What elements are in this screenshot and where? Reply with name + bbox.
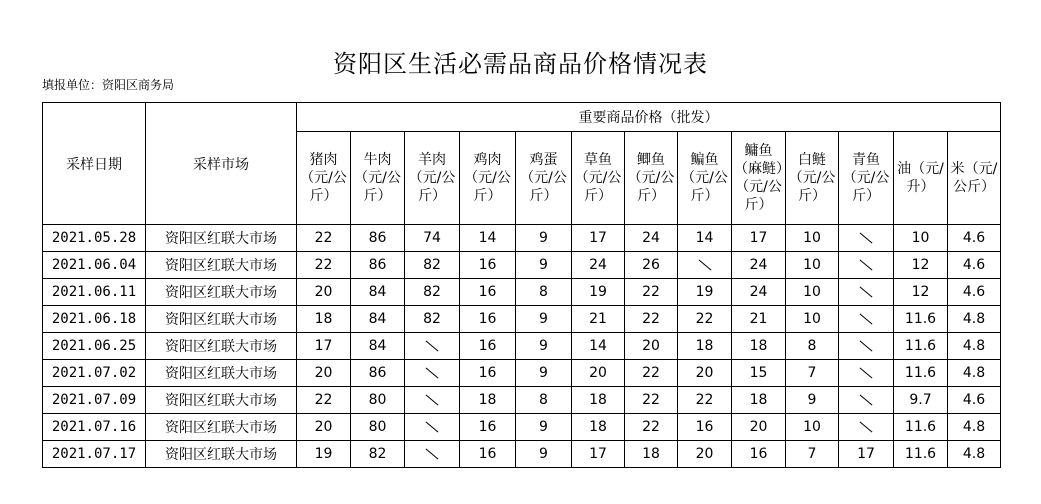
price-cell: 8 — [786, 333, 839, 360]
date-cell: 2021.07.02 — [43, 360, 146, 387]
price-cell: 8 — [516, 279, 572, 306]
price-cell: 12 — [894, 279, 948, 306]
price-cell: 4.6 — [948, 387, 1001, 414]
price-cell: 12 — [894, 252, 948, 279]
price-cell: 20 — [678, 441, 732, 468]
price-cell: 4.8 — [948, 414, 1001, 441]
price-cell: 16 — [732, 441, 786, 468]
price-cell: 84 — [351, 333, 405, 360]
no-data-cell — [839, 279, 894, 306]
price-cell: 82 — [351, 441, 405, 468]
no-data-cell — [839, 360, 894, 387]
price-cell: 14 — [572, 333, 625, 360]
date-cell: 2021.05.28 — [43, 225, 146, 252]
price-cell: 4.6 — [948, 279, 1001, 306]
table-row — [43, 441, 1001, 468]
price-cell: 18 — [572, 414, 625, 441]
price-cell: 18 — [297, 306, 351, 333]
price-cell: 16 — [460, 306, 516, 333]
date-cell: 2021.07.09 — [43, 387, 146, 414]
item-column-header: 鳊鱼（元/公斤） — [678, 132, 732, 225]
price-cell: 18 — [732, 333, 786, 360]
price-cell: 10 — [786, 414, 839, 441]
price-cell: 20 — [572, 360, 625, 387]
price-cell: 9 — [516, 360, 572, 387]
price-cell: 9 — [516, 225, 572, 252]
price-cell: 80 — [351, 414, 405, 441]
price-cell: 18 — [572, 387, 625, 414]
price-cell: 9 — [786, 387, 839, 414]
market-cell: 资阳区红联大市场 — [146, 279, 297, 306]
price-cell: 20 — [732, 414, 786, 441]
price-cell: 7 — [786, 441, 839, 468]
price-cell: 10 — [786, 225, 839, 252]
price-cell: 22 — [625, 306, 678, 333]
price-cell: 22 — [625, 387, 678, 414]
no-data-cell — [839, 225, 894, 252]
price-cell: 24 — [625, 225, 678, 252]
price-cell: 22 — [297, 387, 351, 414]
price-cell: 11.6 — [894, 333, 948, 360]
market-cell: 资阳区红联大市场 — [146, 387, 297, 414]
price-cell: 74 — [405, 225, 460, 252]
no-data-cell — [405, 387, 460, 414]
price-cell: 17 — [839, 441, 894, 468]
table-row — [43, 387, 1001, 414]
price-cell: 82 — [405, 306, 460, 333]
date-cell: 2021.06.04 — [43, 252, 146, 279]
market-column-header: 采样市场 — [146, 103, 297, 225]
price-cell: 16 — [460, 279, 516, 306]
price-cell: 4.6 — [948, 225, 1001, 252]
no-data-cell — [839, 252, 894, 279]
price-cell: 18 — [460, 387, 516, 414]
price-cell: 17 — [297, 333, 351, 360]
item-column-header: 鸡蛋（元/公斤） — [516, 132, 572, 225]
price-cell: 21 — [732, 306, 786, 333]
price-cell: 84 — [351, 306, 405, 333]
price-cell: 4.8 — [948, 441, 1001, 468]
price-cell: 16 — [460, 441, 516, 468]
price-cell: 16 — [678, 414, 732, 441]
date-cell: 2021.07.16 — [43, 414, 146, 441]
price-cell: 22 — [297, 252, 351, 279]
table-row — [43, 414, 1001, 441]
item-column-header: 鳙鱼（麻鲢）（元/公斤） — [732, 132, 786, 225]
price-cell: 22 — [625, 360, 678, 387]
price-cell: 4.8 — [948, 360, 1001, 387]
date-column-header: 采样日期 — [43, 103, 146, 225]
price-cell: 16 — [460, 360, 516, 387]
price-cell: 26 — [625, 252, 678, 279]
price-cell: 86 — [351, 225, 405, 252]
price-cell: 22 — [625, 414, 678, 441]
item-column-header: 油（元/升） — [894, 132, 948, 225]
item-column-header: 鲫鱼（元/公斤） — [625, 132, 678, 225]
price-cell: 11.6 — [894, 306, 948, 333]
table-row — [43, 333, 1001, 360]
price-cell: 9 — [516, 441, 572, 468]
table-body — [43, 225, 1001, 468]
price-cell: 22 — [625, 279, 678, 306]
price-cell: 22 — [678, 306, 732, 333]
price-cell: 14 — [460, 225, 516, 252]
price-cell: 18 — [625, 441, 678, 468]
price-cell: 9.7 — [894, 387, 948, 414]
price-cell: 80 — [351, 387, 405, 414]
date-cell: 2021.07.17 — [43, 441, 146, 468]
price-cell: 24 — [732, 279, 786, 306]
price-cell: 10 — [786, 279, 839, 306]
price-cell: 22 — [297, 225, 351, 252]
price-cell: 19 — [297, 441, 351, 468]
item-column-header: 猪肉（元/公斤） — [297, 132, 351, 225]
market-cell: 资阳区红联大市场 — [146, 441, 297, 468]
price-cell: 7 — [786, 360, 839, 387]
item-column-header: 羊肉（元/公斤） — [405, 132, 460, 225]
date-cell: 2021.06.11 — [43, 279, 146, 306]
market-cell: 资阳区红联大市场 — [146, 306, 297, 333]
price-cell: 24 — [732, 252, 786, 279]
price-cell: 82 — [405, 279, 460, 306]
price-cell: 4.8 — [948, 333, 1001, 360]
price-cell: 9 — [516, 333, 572, 360]
item-column-header: 米（元/公斤） — [948, 132, 1001, 225]
item-column-header: 草鱼（元/公斤） — [572, 132, 625, 225]
table-row — [43, 225, 1001, 252]
price-group-header: 重要商品价格（批发） — [297, 103, 1001, 132]
price-cell: 11.6 — [894, 360, 948, 387]
price-cell: 15 — [732, 360, 786, 387]
price-cell: 19 — [678, 279, 732, 306]
price-cell: 9 — [516, 306, 572, 333]
price-cell: 10 — [894, 225, 948, 252]
price-cell: 20 — [678, 360, 732, 387]
price-table — [42, 102, 1001, 468]
date-cell: 2021.06.25 — [43, 333, 146, 360]
price-cell: 16 — [460, 414, 516, 441]
price-cell: 8 — [516, 387, 572, 414]
date-cell: 2021.06.18 — [43, 306, 146, 333]
price-cell: 17 — [732, 225, 786, 252]
market-cell: 资阳区红联大市场 — [146, 360, 297, 387]
price-cell: 10 — [786, 306, 839, 333]
no-data-cell — [839, 306, 894, 333]
price-cell: 24 — [572, 252, 625, 279]
page-title: 资阳区生活必需品商品价格情况表 — [333, 50, 708, 78]
no-data-cell — [405, 414, 460, 441]
price-cell: 14 — [678, 225, 732, 252]
price-cell: 4.6 — [948, 252, 1001, 279]
price-cell: 84 — [351, 279, 405, 306]
price-cell: 21 — [572, 306, 625, 333]
price-cell: 86 — [351, 252, 405, 279]
price-cell: 18 — [732, 387, 786, 414]
market-cell: 资阳区红联大市场 — [146, 225, 297, 252]
table-row — [43, 252, 1001, 279]
price-cell: 86 — [351, 360, 405, 387]
price-cell: 10 — [786, 252, 839, 279]
price-cell: 82 — [405, 252, 460, 279]
price-cell: 18 — [678, 333, 732, 360]
price-cell: 19 — [572, 279, 625, 306]
no-data-cell — [678, 252, 732, 279]
price-cell: 22 — [678, 387, 732, 414]
price-cell: 11.6 — [894, 441, 948, 468]
price-cell: 4.8 — [948, 306, 1001, 333]
price-cell: 11.6 — [894, 414, 948, 441]
price-cell: 20 — [297, 279, 351, 306]
no-data-cell — [839, 387, 894, 414]
no-data-cell — [405, 360, 460, 387]
price-cell: 9 — [516, 252, 572, 279]
price-cell: 17 — [572, 441, 625, 468]
item-column-header: 鸡肉（元/公斤） — [460, 132, 516, 225]
reporting-unit: 填报单位：资阳区商务局 — [42, 78, 175, 92]
price-cell: 20 — [297, 360, 351, 387]
market-cell: 资阳区红联大市场 — [146, 333, 297, 360]
no-data-cell — [405, 333, 460, 360]
header-row-group — [43, 103, 1001, 132]
table-row — [43, 279, 1001, 306]
price-cell: 16 — [460, 333, 516, 360]
no-data-cell — [839, 414, 894, 441]
table-row — [43, 360, 1001, 387]
table-row — [43, 306, 1001, 333]
item-column-header: 白鲢（元/公斤） — [786, 132, 839, 225]
item-column-header: 牛肉（元/公斤） — [351, 132, 405, 225]
no-data-cell — [405, 441, 460, 468]
price-cell: 17 — [572, 225, 625, 252]
item-column-header: 青鱼（元/公斤） — [839, 132, 894, 225]
price-cell: 20 — [297, 414, 351, 441]
no-data-cell — [839, 333, 894, 360]
market-cell: 资阳区红联大市场 — [146, 252, 297, 279]
price-cell: 20 — [625, 333, 678, 360]
price-cell: 9 — [516, 414, 572, 441]
market-cell: 资阳区红联大市场 — [146, 414, 297, 441]
price-cell: 16 — [460, 252, 516, 279]
